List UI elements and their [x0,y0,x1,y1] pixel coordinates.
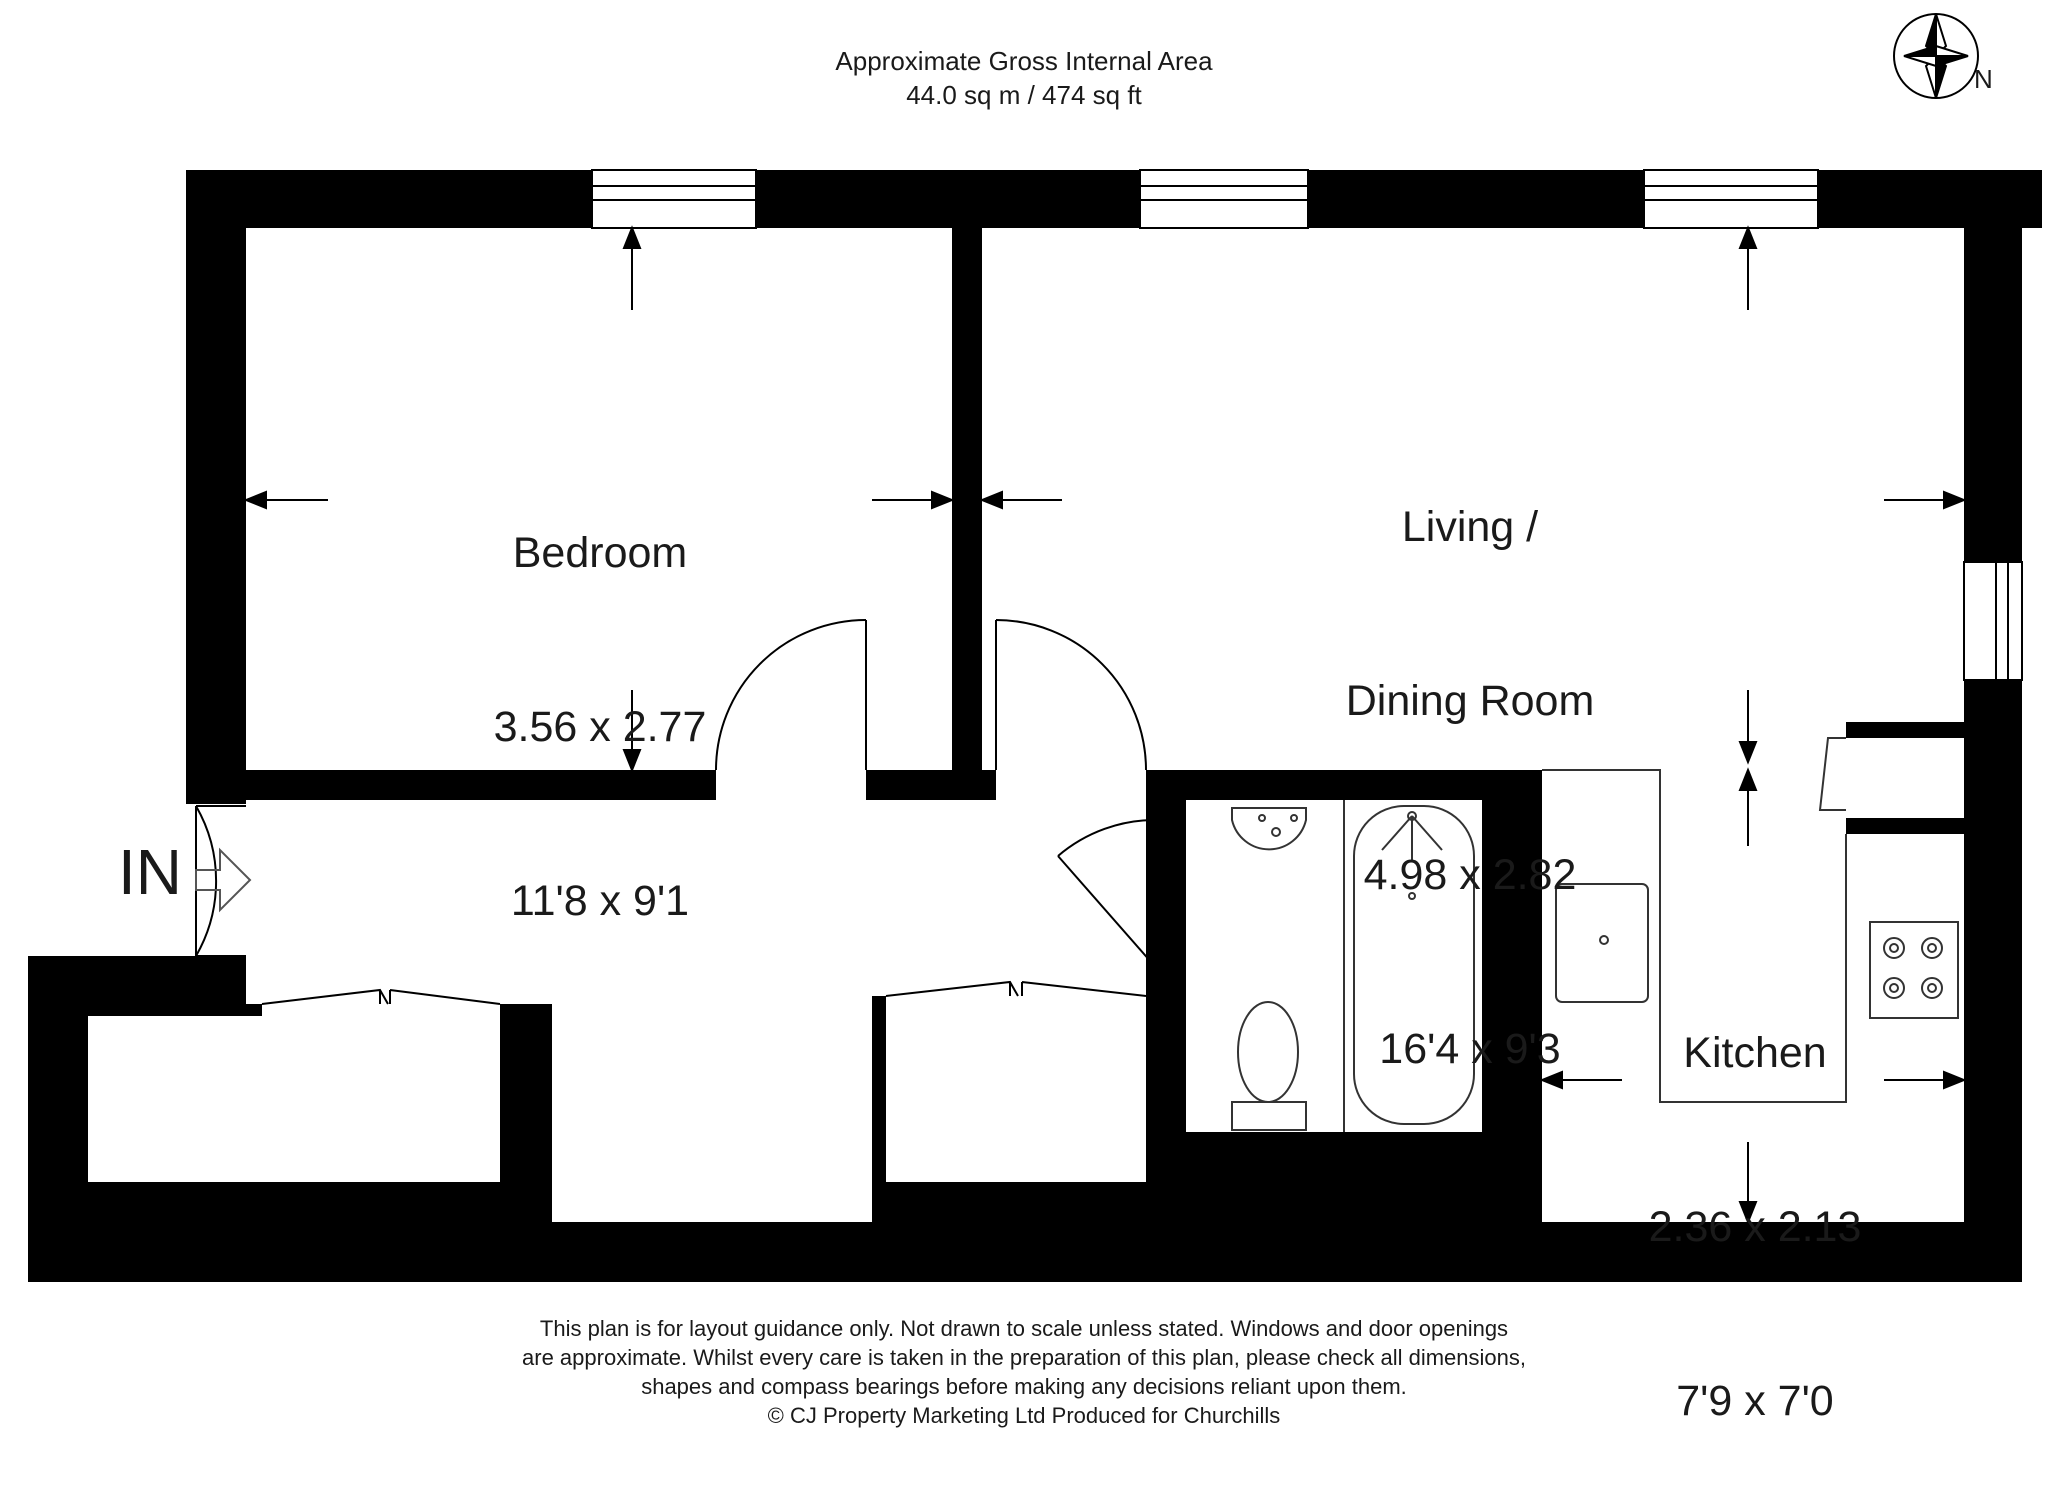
disclaimer-line1: This plan is for layout guidance only. Not drawn to scale unless stated. Windows and door openings [539,1316,1509,1341]
compass-north-label: N [1974,64,1993,94]
kitchen-name: Kitchen [1683,1029,1827,1077]
bedroom-label [440,408,760,988]
living-name-line1: Living / [1401,503,1539,551]
living-dining-label [1290,382,1650,1136]
compass-star-icon [1894,14,1978,98]
living-metric: 4.98 x 2.82 [1363,851,1577,899]
entrance-arrow-icon [196,850,250,910]
disclaimer-line3: shapes and compass bearings before making any decisions reliant upon them. [641,1374,1407,1399]
bedroom-name: Bedroom [512,529,688,577]
copyright-line: © CJ Property Marketing Ltd Produced for Churchills [767,1403,1281,1428]
living-imperial: 16'4 x 9'3 [1379,1025,1561,1073]
disclaimer-line2: are approximate. Whilst every care is taken in the preparation of this plan, please check all dimensions, [522,1345,1526,1370]
bedroom-imperial: 11'8 x 9'1 [510,877,690,925]
kitchen-imperial: 7'9 x 7'0 [1676,1377,1834,1425]
entrance-label: IN [118,836,182,908]
bedroom-metric: 3.56 x 2.77 [493,703,707,751]
area-value: 44.0 sq m / 474 sq ft [906,80,1142,110]
kitchen-metric: 2.36 x 2.13 [1648,1203,1862,1251]
living-name-line2: Dining Room [1345,677,1595,725]
area-title: Approximate Gross Internal Area [835,46,1213,76]
disclaimer [0,1314,2048,1430]
